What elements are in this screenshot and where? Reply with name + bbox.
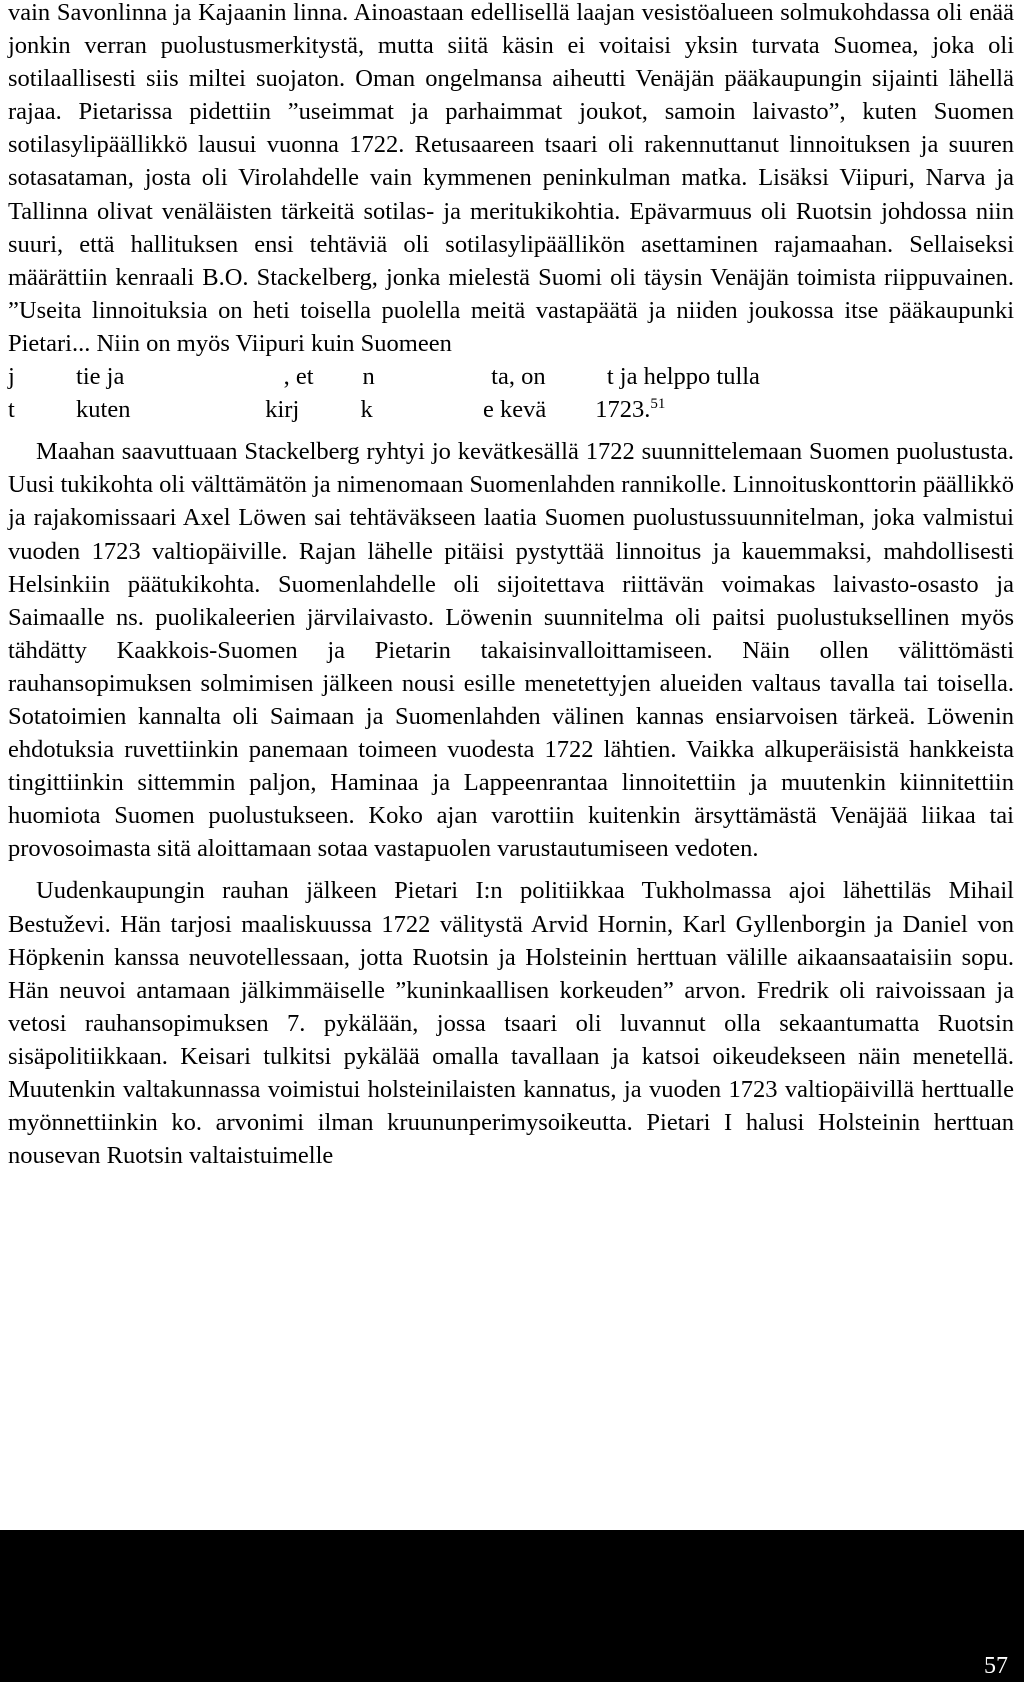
page-footer bbox=[0, 1530, 1024, 1682]
damaged-line-1-text: j tie ja , et n ta, on t ja helppo tulla bbox=[8, 363, 760, 391]
damaged-line-2-text: t kuten kirj k e kevä 1723. bbox=[8, 396, 651, 424]
paragraph-1: vain Savonlinna ja Kajaanin linna. Ainoastaan edellisellä laajan vesistöalueen solmukohdassa oli enää jonkin verran puolustusmerkitystä, mutta siitä käsin ei voitaisi yksin turvata Suomea, joka oli sotilaallisesti siis miltei suojaton. Oman ongelmansa aiheutti Venäjän pääkaupungin sijainti lähellä rajaa. Pietarissa pidettiin ”useimmat ja parhaimmat joukot, samoin laivasto”, kuten Suomen sotilasylipäällikkö lausui vuonna 1722. Retusaareen tsaari oli rakennuttanut linnoituksen ja suuren sotasataman, josta oli Virolahdelle vain kymmenen peninkulman matka. Lisäksi Viipuri, Narva ja Tallinna olivat venäläisten tärkeitä sotilas- ja meritukikohtia. Epävarmuus oli Ruotsin johdossa niin suuri, että hallituksen ensi tehtäviä oli sotilasylipäällikön asettaminen rajamaahan. Sellaiseksi määrättiin kenraali B.O. Stackelberg, jonka mielestä Suomi oli täysin Venäjän toimista riippuvainen. ”Useita linnoituksia on heti toisella puolella meitä vastapäätä ja niiden joukossa itse pääkaupunki Pietari... Niin on myös Viipuri kuin Suomeen bbox=[8, 0, 1014, 357]
paragraph-3: Uudenkaupungin rauhan jälkeen Pietari I:n politiikkaa Tukholmassa ajoi lähettiläs Mihail Bestuževi. Hän tarjosi maaliskuussa 1722 välitystä Arvid Hornin, Karl Gyllenborgin ja Daniel von Höpkenin kanssa neuvotellessaan, jotta Ruotsin ja Holsteinin herttuan välille aikaansaataisiin sopu. Hän neuvoi antamaan jälkimmäiselle ”kuninkaallisen korkeuden” arvon. Fredrik oli raivoissaan ja vetosi rauhansopimuksen 7. pykälään, jossa tsaari oli luvannut olla sekaantumatta Ruotsin sisäpolitiikkaan. Keisari tulkitsi pykälää omalla tavallaan ja katsoi oikeudekseen näin menetellä. Muutenkin valtakunnassa voimistui holsteinilaisten kannatus, ja vuoden 1723 valtiopäivillä herttualle myönnettiinkin ko. arvonimi ilman kruununperimysoikeutta. Pietari I halusi Holsteinin herttuan nousevan Ruotsin valtaistuimelle bbox=[8, 877, 1014, 1170]
damaged-line-1 bbox=[8, 360, 1014, 393]
footnote-reference: 51 bbox=[650, 395, 666, 412]
damaged-line-2 bbox=[8, 393, 1014, 426]
page-number: 57 bbox=[984, 1653, 1008, 1679]
body-text bbox=[8, 0, 1014, 1172]
paragraph-2: Maahan saavuttuaan Stackelberg ryhtyi jo kevätkesällä 1722 suunnittelemaan Suomen puolustusta. Uusi tukikohta oli välttämätön ja nimenomaan Suomenlahden rannikolle. Linnoituskonttorin päällikkö ja rajakomissaari Axel Löwen sai tehtäväkseen laatia Suomen puolustussuunnitelman, joka valmistui vuoden 1723 valtiopäiville. Rajan lähelle pitäisi pystyttää linnoitus ja kauemmaksi, mahdollisesti Helsinkiin päätukikohta. Suomenlahdelle oli sijoitettava riittävän voimakas laivasto-osasto ja Saimaalle ns. puolikaleerien järvilaivasto. Löwenin suunnitelma oli paitsi puolustuksellinen myös tähdätty Kaakkois-Suomen ja Pietarin takaisinvalloittamiseen. Näin ollen välittömästi rauhansopimuksen solmimisen jälkeen nousi esille menetettyjen alueiden valtaus tavalla tai toisella. Sotatoimien kannalta oli Saimaan ja Suomenlahden välinen kannas ensiarvoisen tärkeä. Löwenin ehdotuksia ruvettiinkin panemaan toimeen vuodesta 1722 lähtien. Vaikka alkuperäisistä hankkeista tingittiinkin sittemmin paljon, Haminaa ja Lappeenrantaa linnoitettiin ja muutenkin kiinnitettiin huomiota Suomen puolustukseen. Koko ajan varottiin kuitenkin ärsyttämästä Venäjää liikaa tai provosoimasta sitä aloittamaan sotaa vastapuolen varustautumiseen vedoten. bbox=[8, 438, 1014, 863]
